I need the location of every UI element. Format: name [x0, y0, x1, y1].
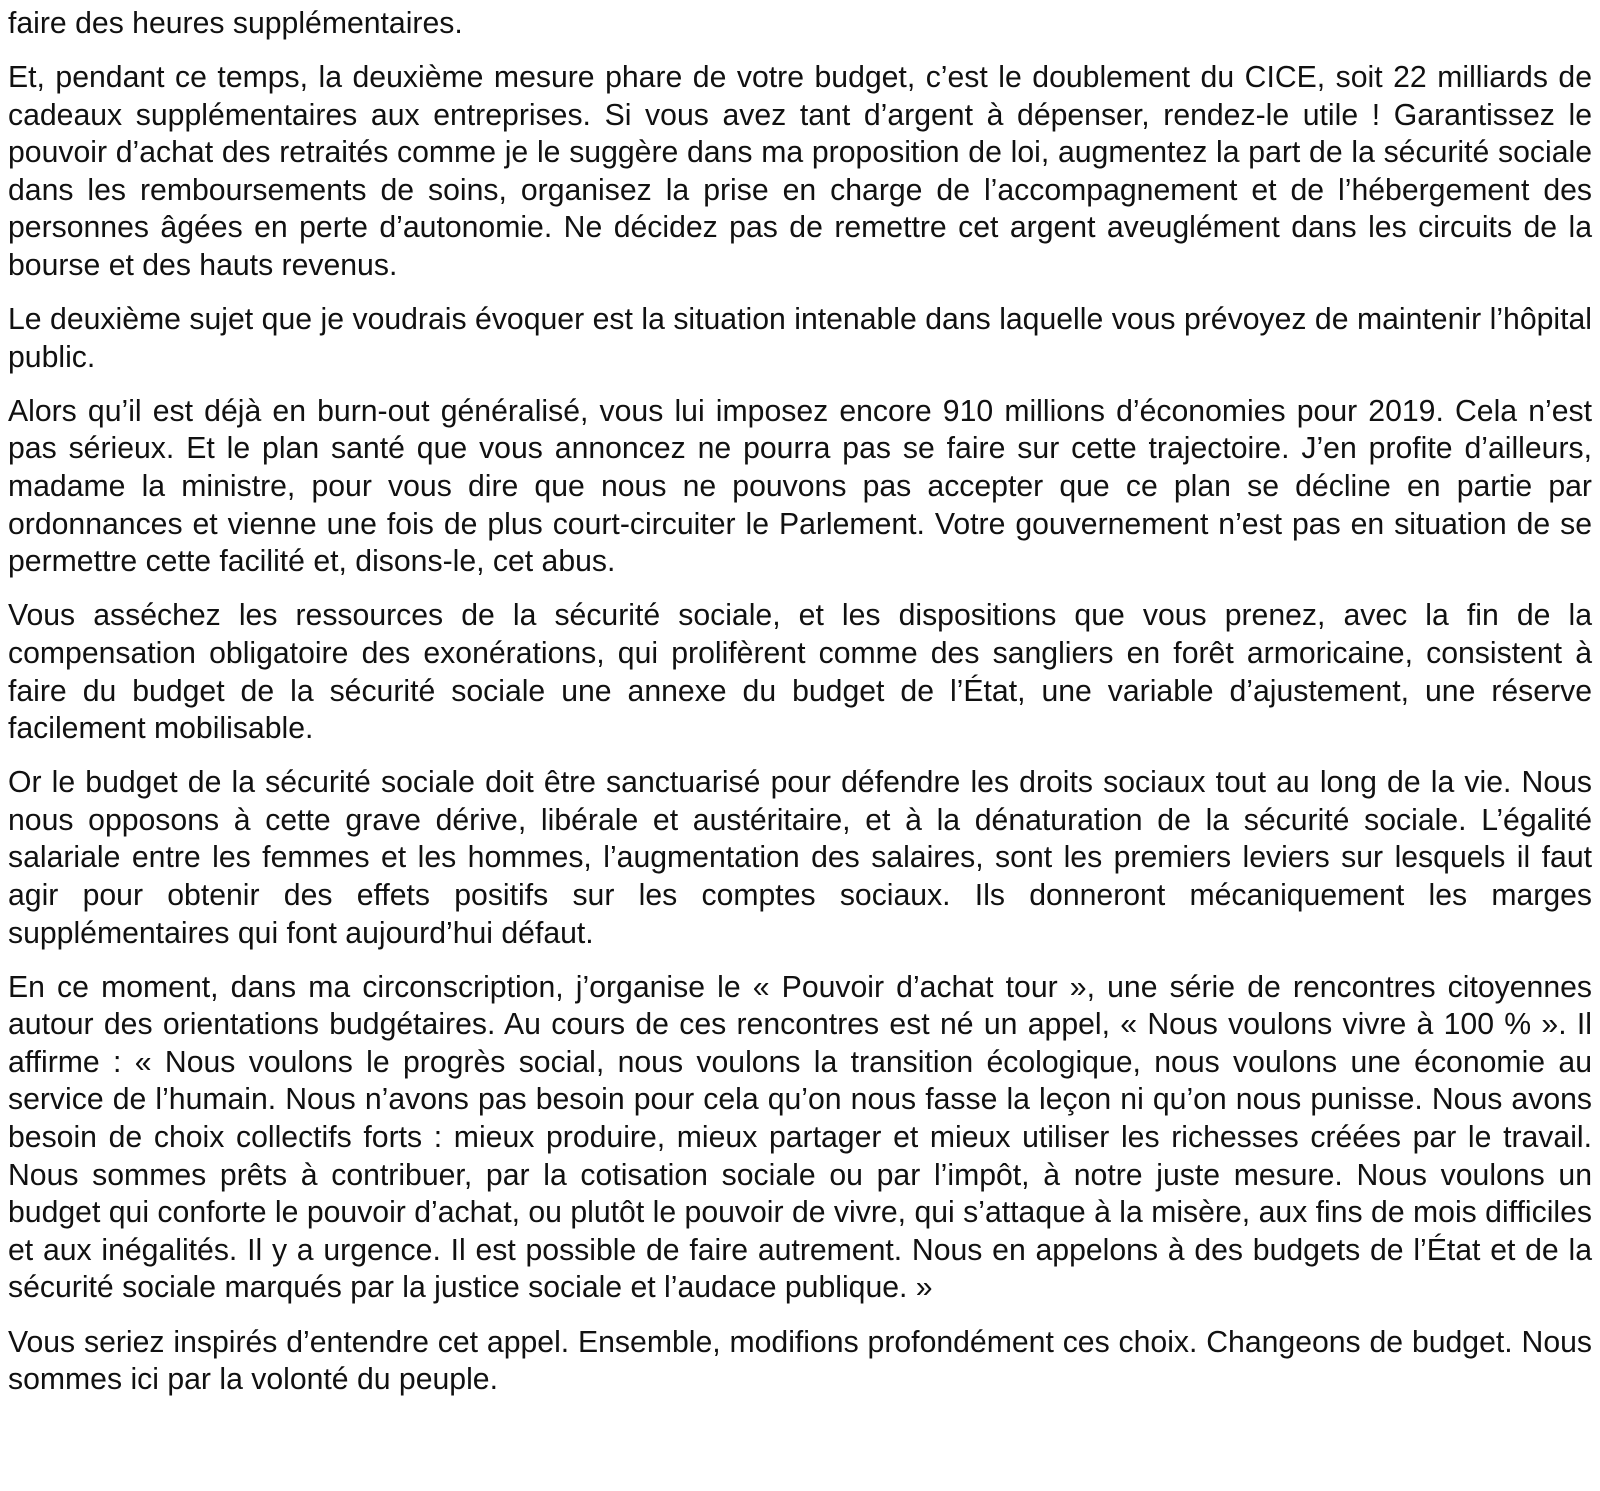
paragraph-7: En ce moment, dans ma circonscription, j’organise le « Pouvoir d’achat tour », une série de rencontres citoyennes autour des orientations budgétaires. Au cours de ces rencontres est né un appel, « Nous voulons vivre à 100 % ». Il affirme : « Nous voulons le progrès social, nous voulons la transition écologique, nous voulons une économie au service de l’humain. Nous n’avons pas besoin pour cela qu’on nous fasse la leçon ni qu’on nous punisse. Nous avons besoin de choix collectifs forts : mieux produire, mieux partager et mieux utiliser les richesses créées par le travail. Nous sommes prêts à contribuer, par la cotisation sociale ou par l’impôt, à notre juste mesure. Nous voulons un budget qui conforte le pouvoir d’achat, ou plutôt le pouvoir de vivre, qui s’attaque à la misère, aux fins de mois difficiles et aux inégalités. Il y a urgence. Il est possible de faire autrement. Nous en appelons à des budgets de l’État et de la sécurité sociale marqués par la justice sociale et l’audace publique. » [8, 970, 1592, 1305]
document-body [8, 0, 1592, 1399]
paragraph-3: Le deuxième sujet que je voudrais évoquer est la situation intenable dans laquelle vous prévoyez de maintenir l’hôpital public. [8, 303, 1592, 374]
paragraph-4: Alors qu’il est déjà en burn-out généralisé, vous lui imposez encore 910 millions d’économies pour 2019. Cela n’est pas sérieux. Et le plan santé que vous annoncez ne pourra pas se faire sur cette trajectoire. J’en profite d’ailleurs, madame la ministre, pour vous dire que nous ne pouvons pas accepter que ce plan se décline en partie par ordonnances et vienne une fois de plus court-circuiter le Parlement. Votre gouvernement n’est pas en situation de se permettre cette facilité et, disons-le, cet abus. [8, 394, 1592, 579]
paragraph-2: Et, pendant ce temps, la deuxième mesure phare de votre budget, c’est le doublement du CICE, soit 22 milliards de cadeaux supplémentaires aux entreprises. Si vous avez tant d’argent à dépenser, rendez-le utile ! Garantissez le pouvoir d’achat des retraités comme je le suggère dans ma proposition de loi, augmentez la part de la sécurité sociale dans les remboursements de soins, organisez la prise en charge de l’accompagnement et de l’hébergement des personnes âgées en perte d’autonomie. Ne décidez pas de remettre cet argent aveuglément dans les circuits de la bourse et des hauts revenus. [8, 61, 1592, 283]
paragraph-5: Vous asséchez les ressources de la sécurité sociale, et les dispositions que vous prenez, avec la fin de la compensation obligatoire des exonérations, qui prolifèrent comme des sangliers en forêt armoricaine, consistent à faire du budget de la sécurité sociale une annexe du budget de l’État, une variable d’ajustement, une réserve facilement mobilisable. [8, 599, 1592, 746]
paragraph-1: faire des heures supplémentaires. [8, 7, 463, 40]
paragraph-8: Vous seriez inspirés d’entendre cet appel. Ensemble, modifions profondément ces choix. Changeons de budget. Nous sommes ici par la volonté du peuple. [8, 1325, 1592, 1397]
paragraph-6: Or le budget de la sécurité sociale doit être sanctuarisé pour défendre les droits sociaux tout au long de la vie. Nous nous opposons à cette grave dérive, libérale et austéritaire, et à la dénaturation de la sécurité sociale. L’égalité salariale entre les femmes et les hommes, l’augmentation des salaires, sont les premiers leviers sur lesquels il faut agir pour obtenir des effets positifs sur les comptes sociaux. Ils donneront mécaniquement les marges supplémentaires qui font aujourd’hui défaut. [8, 766, 1592, 950]
